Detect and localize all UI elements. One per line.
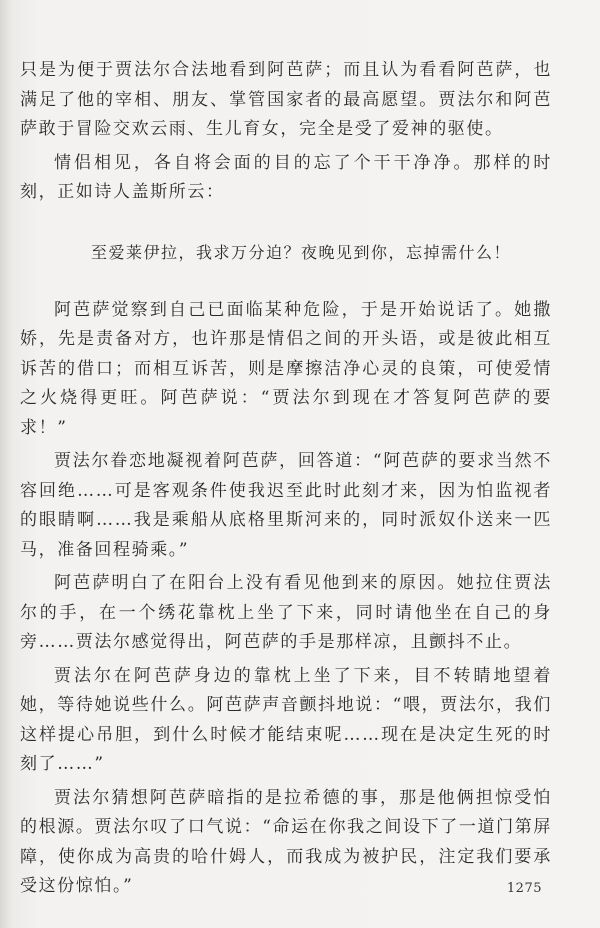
poem-quote: 至爱莱伊拉，我求万分迫？夜晚见到你，忘掉需什么！ — [90, 242, 511, 262]
paragraph-6: 贾法尔在阿芭萨身边的靠枕上坐了下来，目不转睛地望着她，等待她说些什么。阿芭萨声音颤抖地说：“喂，贾法尔，我们这样提心吊胆，到什么时候才能结束呢……现在是决定生死的时刻了……” — [20, 665, 552, 774]
paragraph-2: 情侣相见，各自将会面的目的忘了个干干净净。那样的时刻，正如诗人盖斯所云： — [20, 152, 552, 202]
paragraph-3: 阿芭萨觉察到自己已面临某种危险，于是开始说话了。她撒娇，先是责备对方，也许那是情侣之间的开头语，或是彼此相互诉苦的借口；而相互诉苦，则是摩擦洁净心灵的良策，可使爱情之火烧得更旺。阿芭萨说：“贾法尔到现在才答复阿芭萨的要求！” — [20, 299, 552, 438]
paragraph-7: 贾法尔猜想阿芭萨暗指的是拉希德的事，那是他俩担惊受怕的根源。贾法尔叹了口气说：“命运在你我之间设下了一道门第屏障，使你成为高贵的哈什姆人，而我成为被护民，注定我们要承受这份惊怕。” — [20, 787, 552, 896]
paragraph-5: 阿芭萨明白了在阳台上没有看见他到来的原因。她拉住贾法尔的手，在一个绣花靠枕上坐了下来，同时请他坐在自己的身旁……贾法尔感觉得出，阿芭萨的手是那样凉，且颤抖不止。 — [20, 573, 552, 652]
paragraph-1: 只是为便于贾法尔合法地看到阿芭萨；而且认为看看阿芭萨，也满足了他的宰相、朋友、掌管国家者的最高愿望。贾法尔和阿芭萨敢于冒险交欢云雨、生儿育女，完全是受了爱神的驱使。 — [20, 60, 552, 139]
paragraph-4: 贾法尔眷恋地凝视着阿芭萨，回答道：“阿芭萨的要求当然不容回绝……可是客观条件使我迟至此时此刻才来，因为怕监视者的眼睛啊……我是乘船从底格里斯河来的，同时派奴仆送来一匹马，准备回程骑乘。” — [20, 451, 552, 560]
page-number: 1275 — [506, 881, 542, 896]
